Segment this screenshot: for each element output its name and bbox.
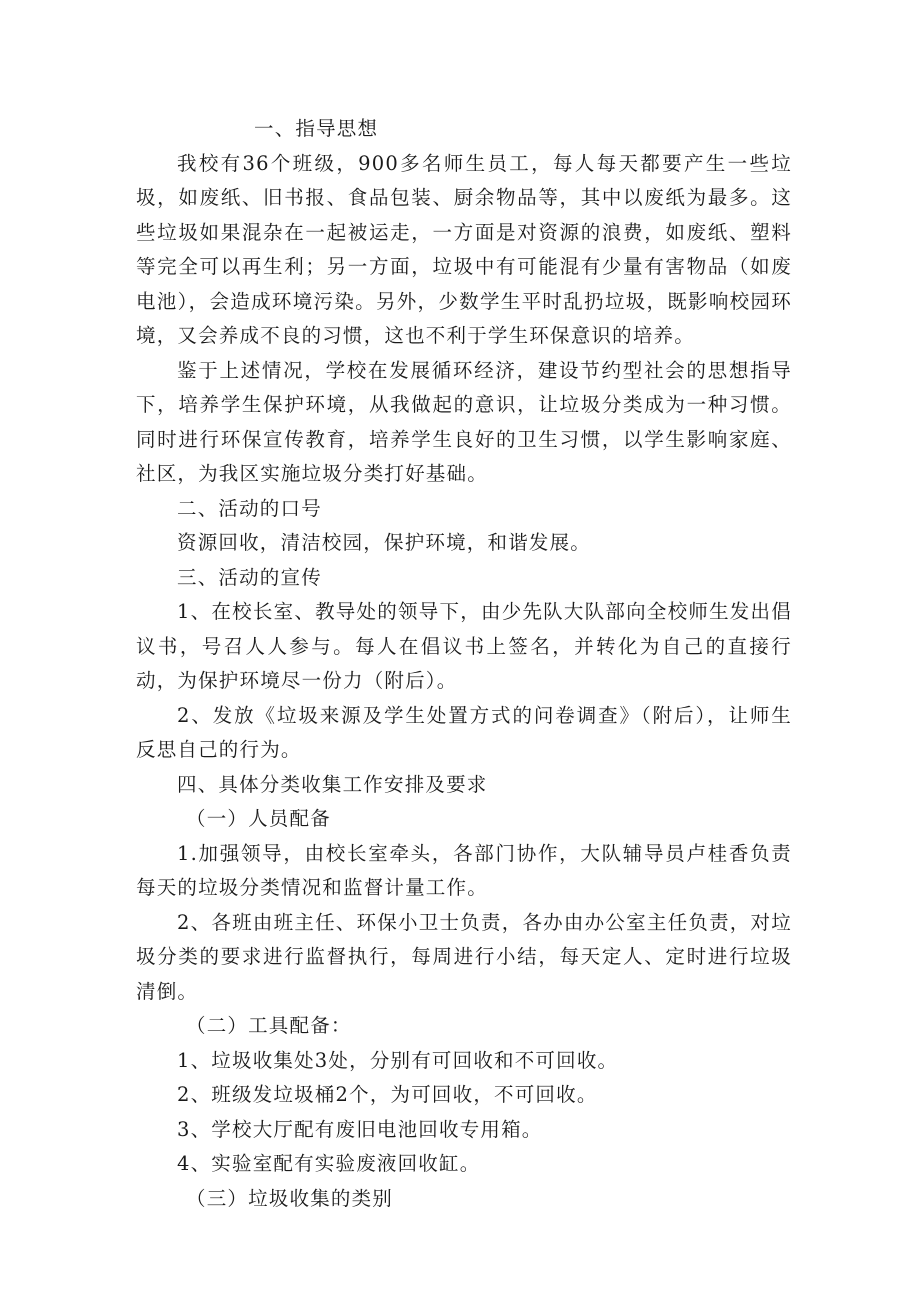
subheading-waste-categories: （三）垃圾收集的类别 xyxy=(186,1186,394,1210)
list-item-tools-2: 2、班级发垃圾桶2个，为可回收，不可回收。 xyxy=(177,1083,598,1106)
paragraph-purpose: 鉴于上述情况，学校在发展循环经济，建设节约型社会的思想指导下，培养学生保护环境，从我做起的意识，让垃圾分类成为一种习惯。同时进行环保宣传教育，培养学生良好的卫生习惯，以学生影响家庭、社区，为我区实施垃圾分类打好基础。 xyxy=(136,358,792,485)
list-item-publicity-2: 2、发放《垃圾来源及学生处置方式的问卷调查》（附后），让师生反思自己的行为。 xyxy=(136,703,792,761)
list-item-publicity-1: 1、在校长室、教导处的领导下，由少先队大队部向全校师生发出倡议书，号召人人参与。每人在倡议书上签名，并转化为自己的直接行动，为保护环境尽一份力（附后）。 xyxy=(136,600,792,692)
paragraph-slogan: 资源回收，清洁校园，保护环境，和谐发展。 xyxy=(177,531,592,554)
list-item-tools-1: 1、垃圾收集处3处，分别有可回收和不可回收。 xyxy=(177,1048,619,1072)
list-item-tools-3: 3、学校大厅配有废旧电池回收专用箱。 xyxy=(177,1117,543,1141)
section-heading-guiding-ideology: 一、指导思想 xyxy=(254,117,379,140)
document-body xyxy=(136,112,792,1216)
section-heading-publicity: 三、活动的宣传 xyxy=(177,565,322,589)
paragraph-school-waste-situation: 我校有36个班级，900多名师生员工，每人每天都要产生一些垃圾，如废纸、旧书报、食品包装、厨余物品等，其中以废纸为最多。这些垃圾如果混杂在一起被运走，一方面是对资源的浪费，如废纸、塑料等完全可以再生利；另一方面，垃圾中有可能混有少量有害物品（如废电池），会造成环境污染。另外，少数学生平时乱扔垃圾，既影响校园环境，又会养成不良的习惯，这也不利于学生环保意识的培养。 xyxy=(136,151,792,347)
subheading-staffing: （一）人员配备 xyxy=(186,807,331,830)
section-heading-arrangements: 四、具体分类收集工作安排及要求 xyxy=(177,772,488,796)
list-item-tools-4: 4、实验室配有实验废液回收缸。 xyxy=(177,1152,481,1175)
list-item-staffing-1: 1.加强领导，由校长室牵头，各部门协作，大队辅导员卢桂香负责每天的垃圾分类情况和监督计量工作。 xyxy=(136,841,792,899)
list-item-staffing-2: 2、各班由班主任、环保小卫士负责，各办由办公室主任负责，对垃圾分类的要求进行监督执行，每周进行小结，每天定人、定时进行垃圾清倒。 xyxy=(136,910,792,1003)
subheading-tools: （二）工具配备： xyxy=(186,1014,352,1037)
section-heading-slogan: 二、活动的口号 xyxy=(177,496,322,520)
